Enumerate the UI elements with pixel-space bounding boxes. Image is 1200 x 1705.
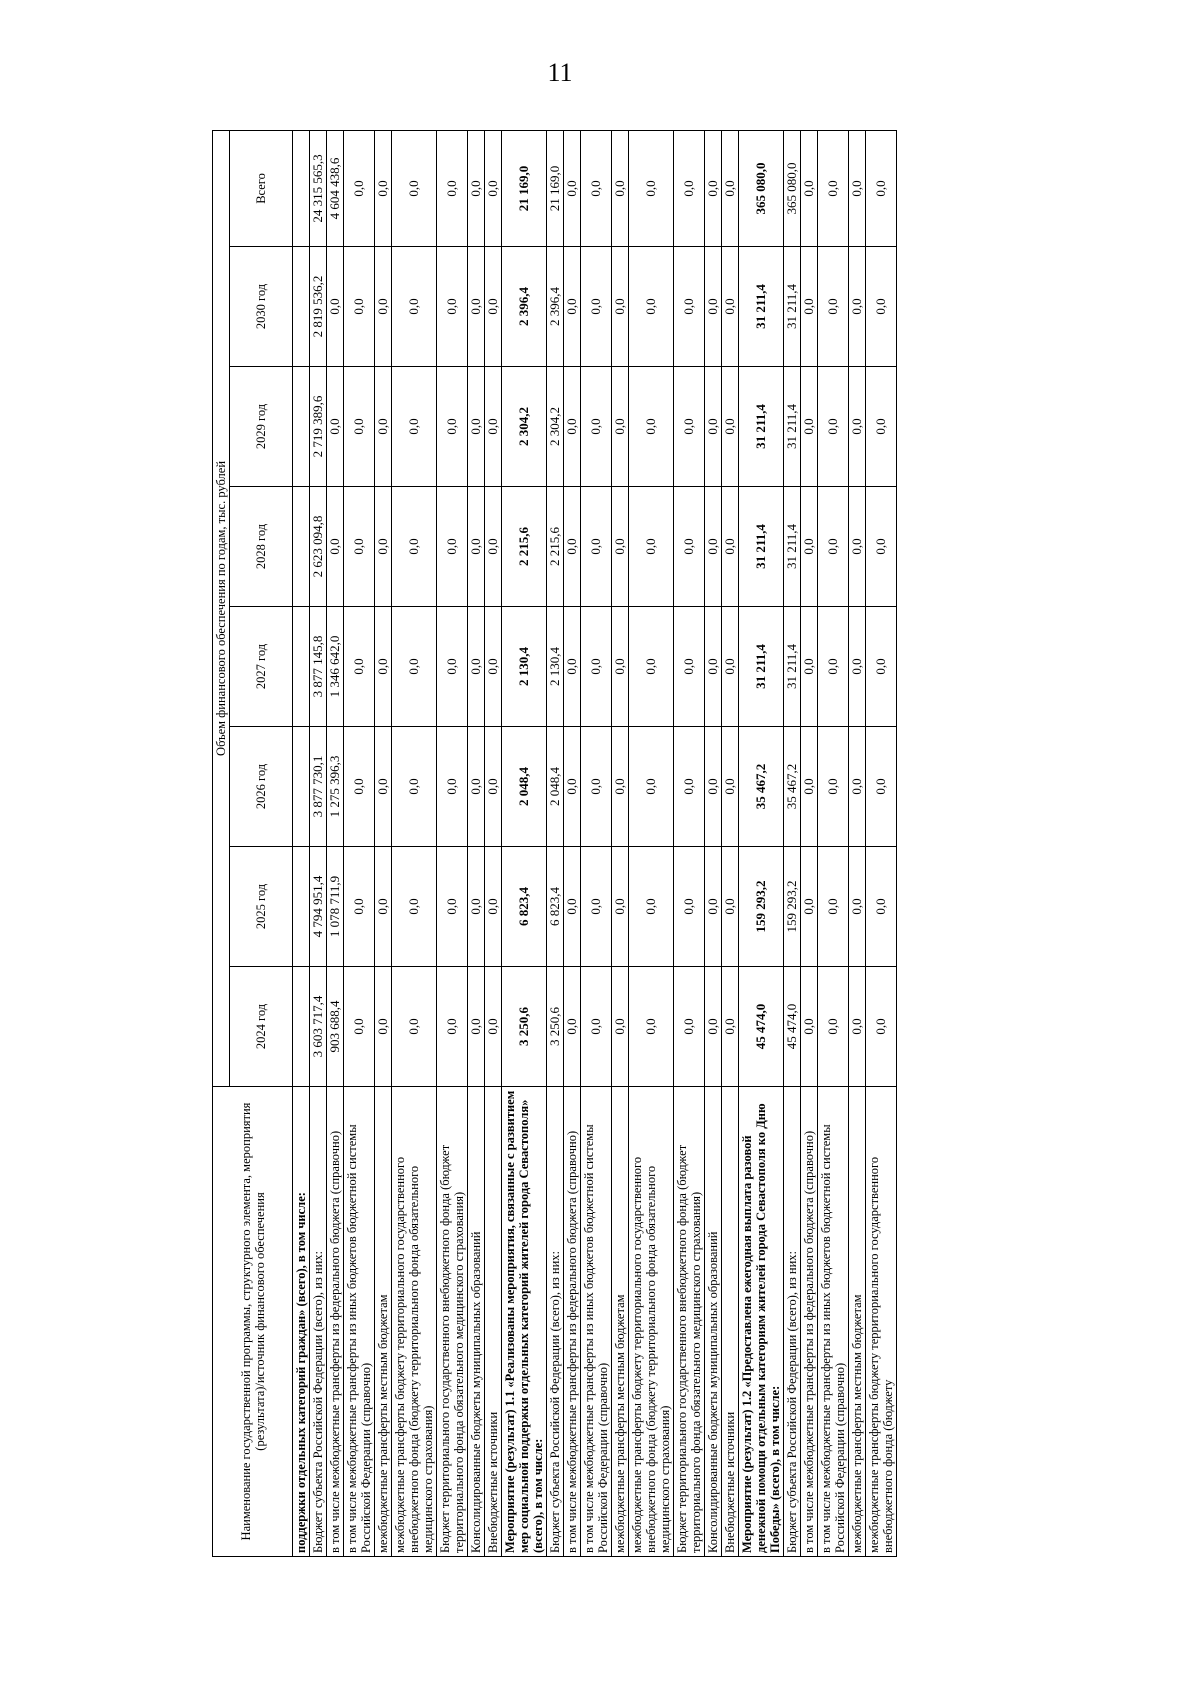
row-value: 2 215,6 [502,487,547,607]
table-row [327,130,344,1556]
row-value: 0,0 [485,727,502,847]
row-value: 0,0 [801,607,818,727]
row-label: в том числе межбюджетные трансферты из федерального бюджета (справочно) [327,1087,344,1557]
row-label: в том числе межбюджетные трансферты из федерального бюджета (справочно) [801,1087,818,1557]
row-value: 0,0 [818,727,849,847]
row-value: 0,0 [674,247,705,367]
row-value [293,607,310,727]
row-value: 0,0 [866,847,897,967]
row-value: 6 823,4 [547,847,564,967]
row-value: 0,0 [801,967,818,1087]
row-value: 0,0 [485,247,502,367]
row-label: Внебюджетные источники [722,1087,739,1557]
row-value: 0,0 [564,847,581,967]
row-value: 0,0 [866,967,897,1087]
row-value: 0,0 [581,367,612,487]
row-value: 0,0 [818,847,849,967]
table-body [293,130,897,1556]
row-value: 159 293,2 [739,847,784,967]
row-value: 0,0 [581,607,612,727]
table-row [344,130,375,1556]
row-value: 0,0 [705,607,722,727]
row-value: 0,0 [849,847,866,967]
row-value: 0,0 [344,367,375,487]
row-value: 0,0 [581,130,612,246]
row-value: 21 169,0 [547,130,564,246]
row-value: 0,0 [485,130,502,246]
table-row [722,130,739,1556]
row-value: 0,0 [468,487,485,607]
table-row [739,130,784,1556]
table-row [375,130,392,1556]
row-value: 0,0 [629,727,674,847]
row-value: 3 877 145,8 [310,607,327,727]
row-value: 0,0 [581,247,612,367]
row-value: 0,0 [866,607,897,727]
row-label: в том числе межбюджетные трансферты из иных бюджетов бюджетной системы Российской Федерации (справочно) [581,1087,612,1557]
row-value: 0,0 [392,967,437,1087]
row-value: 0,0 [612,847,629,967]
row-value: 0,0 [564,967,581,1087]
row-value: 31 211,4 [739,487,784,607]
row-value: 0,0 [468,607,485,727]
row-value: 0,0 [581,967,612,1087]
row-value: 0,0 [801,367,818,487]
row-value: 0,0 [801,130,818,246]
row-value [293,367,310,487]
row-value: 0,0 [344,847,375,967]
row-value: 0,0 [437,487,468,607]
row-value: 31 211,4 [784,487,801,607]
row-value: 0,0 [468,727,485,847]
row-value: 0,0 [849,607,866,727]
table-row [849,130,866,1556]
row-value: 0,0 [705,727,722,847]
row-value: 0,0 [344,727,375,847]
row-value: 3 250,6 [547,967,564,1087]
row-value: 159 293,2 [784,847,801,967]
row-value [293,847,310,967]
row-value: 0,0 [564,247,581,367]
row-value: 0,0 [705,130,722,246]
table-row [293,130,310,1556]
row-value: 0,0 [612,727,629,847]
row-value: 0,0 [437,967,468,1087]
row-value: 2 215,6 [547,487,564,607]
row-value: 0,0 [612,130,629,246]
row-value: 0,0 [581,727,612,847]
table-row [468,130,485,1556]
table-row [392,130,437,1556]
row-label: Мероприятие (результат) 1.2 «Предоставлена ежегодная выплата разовой денежной помощи отдельным категориям жителей города Севастополя ко Дню Победы» (всего), в том числе: [739,1087,784,1557]
row-value: 0,0 [375,847,392,967]
row-value: 0,0 [674,487,705,607]
row-value: 0,0 [437,130,468,246]
row-value: 0,0 [344,487,375,607]
row-label: в том числе межбюджетные трансферты из иных бюджетов бюджетной системы Российской Федерации (справочно) [818,1087,849,1557]
row-value: 0,0 [722,247,739,367]
row-value: 0,0 [629,247,674,367]
row-value: 0,0 [866,367,897,487]
row-value: 0,0 [629,847,674,967]
row-value: 2 130,4 [547,607,564,727]
table-row [485,130,502,1556]
row-value: 0,0 [437,367,468,487]
row-value: 0,0 [674,367,705,487]
row-value [293,727,310,847]
row-value: 0,0 [849,967,866,1087]
row-value: 0,0 [612,487,629,607]
row-value: 0,0 [581,847,612,967]
row-value: 24 315 565,3 [310,130,327,246]
row-value [293,967,310,1087]
table-row [310,130,327,1556]
row-value: 0,0 [485,487,502,607]
row-label: Консолидированные бюджеты муниципальных образований [705,1087,722,1557]
table-row [818,130,849,1556]
row-value: 0,0 [866,247,897,367]
row-value: 0,0 [344,247,375,367]
header-year: 2027 год [230,607,293,727]
header-year: 2025 год [230,847,293,967]
row-value: 0,0 [674,607,705,727]
row-value: 0,0 [705,367,722,487]
row-value: 0,0 [612,607,629,727]
row-value: 0,0 [564,130,581,246]
row-value [293,487,310,607]
row-value: 0,0 [722,607,739,727]
row-value: 2 304,2 [547,367,564,487]
row-value: 2 719 389,6 [310,367,327,487]
row-value: 0,0 [722,727,739,847]
row-value: 0,0 [674,727,705,847]
row-label: межбюджетные трансферты бюджету территориального государственного внебюджетного фонда (бюджету [866,1087,897,1557]
row-value: 365 080,0 [784,130,801,246]
row-value: 0,0 [674,847,705,967]
row-value: 0,0 [327,487,344,607]
row-value: 0,0 [375,367,392,487]
row-value: 0,0 [849,487,866,607]
row-value: 0,0 [437,847,468,967]
row-value: 31 211,4 [739,367,784,487]
row-value: 0,0 [392,727,437,847]
row-value: 21 169,0 [502,130,547,246]
header-year: 2026 год [230,727,293,847]
row-value: 903 688,4 [327,967,344,1087]
row-value: 0,0 [485,367,502,487]
row-label: Бюджет территориального государственного внебюджетного фонда (бюджет территориального фонда обязательного медицинского страхования) [437,1087,468,1557]
row-value: 0,0 [818,367,849,487]
row-label: Бюджет субъекта Российской Федерации (всего), из них: [784,1087,801,1557]
row-value: 0,0 [485,847,502,967]
row-value: 0,0 [437,727,468,847]
row-value: 0,0 [564,487,581,607]
row-value: 0,0 [468,847,485,967]
row-value: 0,0 [564,367,581,487]
row-value: 0,0 [612,367,629,487]
row-value: 31 211,4 [784,247,801,367]
row-value: 0,0 [581,487,612,607]
row-label: межбюджетные трансферты бюджету территориального государственного внебюджетного фонда (бюджету территориального фонда обязательного медицинского страхования) [392,1087,437,1557]
row-value: 0,0 [468,967,485,1087]
row-value: 0,0 [375,130,392,246]
table-row [674,130,705,1556]
row-value: 0,0 [849,367,866,487]
table-row [581,130,612,1556]
row-value: 0,0 [485,607,502,727]
row-value: 2 623 094,8 [310,487,327,607]
row-value: 0,0 [674,130,705,246]
row-value: 2 048,4 [502,727,547,847]
row-value: 0,0 [849,727,866,847]
row-value: 3 877 730,1 [310,727,327,847]
row-value: 1 346 642,0 [327,607,344,727]
row-value: 0,0 [866,487,897,607]
row-value: 0,0 [705,967,722,1087]
row-label: Бюджет субъекта Российской Федерации (всего), из них: [547,1087,564,1557]
row-value: 0,0 [375,967,392,1087]
row-value [293,130,310,246]
row-value: 0,0 [801,247,818,367]
table-row [547,130,564,1556]
row-value: 0,0 [801,847,818,967]
table-row [612,130,629,1556]
row-value: 0,0 [612,247,629,367]
row-label: Консолидированные бюджеты муниципальных образований [468,1087,485,1557]
row-value: 0,0 [485,967,502,1087]
row-value: 0,0 [612,967,629,1087]
row-value: 0,0 [818,130,849,246]
table-row [564,130,581,1556]
row-value: 1 078 711,9 [327,847,344,967]
row-value: 6 823,4 [502,847,547,967]
row-value: 2 130,4 [502,607,547,727]
row-value: 0,0 [818,967,849,1087]
header-name-column: Наименование государственной программы, структурного элемента, мероприятия (результата)/источник финансового обеспечения [213,1087,293,1557]
row-value: 0,0 [705,487,722,607]
row-value: 35 467,2 [784,727,801,847]
row-value: 0,0 [818,607,849,727]
row-value: 31 211,4 [784,367,801,487]
row-label: межбюджетные трансферты бюджету территориального государственного внебюджетного фонда (бюджету территориального фонда обязательного медицинского страхования) [629,1087,674,1557]
row-value [293,247,310,367]
row-value: 0,0 [392,247,437,367]
row-value: 4 794 951,4 [310,847,327,967]
row-value: 1 275 396,3 [327,727,344,847]
row-value: 3 250,6 [502,967,547,1087]
page-number: 11 [547,58,573,87]
row-value: 3 603 717,4 [310,967,327,1087]
row-value: 0,0 [344,130,375,246]
row-value: 0,0 [375,727,392,847]
row-label: Бюджет субъекта Российской Федерации (всего), из них: [310,1087,327,1557]
row-value: 0,0 [468,130,485,246]
table-row [866,130,897,1556]
row-value: 0,0 [468,367,485,487]
row-label: в том числе межбюджетные трансферты из иных бюджетов бюджетной системы Российской Федерации (справочно) [344,1087,375,1557]
row-value: 0,0 [722,967,739,1087]
row-value: 0,0 [629,607,674,727]
row-value: 0,0 [801,727,818,847]
row-value: 0,0 [437,607,468,727]
row-value: 0,0 [866,130,897,246]
row-value: 0,0 [564,607,581,727]
table-row [784,130,801,1556]
row-value: 35 467,2 [739,727,784,847]
header-year: 2030 год [230,247,293,367]
row-value: 0,0 [866,727,897,847]
row-value: 0,0 [722,130,739,246]
header-group: Объем финансового обеспечения по годам, тыс. рублей [213,130,230,1086]
table-row [629,130,674,1556]
row-label: Мероприятие (результат) 1.1 «Реализованы мероприятия, связанные с развитием мер социальной поддержки отдельных категорий жителей города Севастополя» (всего), в том числе: [502,1087,547,1557]
row-value: 365 080,0 [739,130,784,246]
row-value: 0,0 [674,967,705,1087]
row-label: межбюджетные трансферты местным бюджетам [612,1087,629,1557]
row-value: 2 396,4 [502,247,547,367]
row-value: 0,0 [722,487,739,607]
row-value: 2 304,2 [502,367,547,487]
table-row [705,130,722,1556]
row-value: 0,0 [468,247,485,367]
table-row [437,130,468,1556]
row-value: 0,0 [344,967,375,1087]
row-value: 0,0 [818,487,849,607]
row-value: 2 396,4 [547,247,564,367]
row-label: Бюджет территориального государственного внебюджетного фонда (бюджет территориального фонда обязательного медицинского страхования) [674,1087,705,1557]
row-value: 0,0 [564,727,581,847]
row-label: межбюджетные трансферты местным бюджетам [849,1087,866,1557]
row-value: 0,0 [705,247,722,367]
row-label: поддержки отдельных категорий граждан» (всего), в том числе: [293,1087,310,1557]
row-value: 0,0 [344,607,375,727]
row-value: 0,0 [375,487,392,607]
header-year: 2024 год [230,967,293,1087]
row-value: 31 211,4 [739,247,784,367]
rotated-table-wrapper [212,131,1172,1557]
row-value: 0,0 [392,607,437,727]
header-year: 2029 год [230,367,293,487]
row-value: 0,0 [722,367,739,487]
table-row [801,130,818,1556]
row-value: 0,0 [849,130,866,246]
row-value: 0,0 [392,847,437,967]
row-value: 0,0 [629,367,674,487]
row-value: 0,0 [392,487,437,607]
row-value: 0,0 [327,367,344,487]
row-label: межбюджетные трансферты местным бюджетам [375,1087,392,1557]
row-value: 0,0 [392,367,437,487]
header-year: 2028 год [230,487,293,607]
header-year: Всего [230,130,293,246]
table-row [502,130,547,1556]
row-value: 4 604 438,6 [327,130,344,246]
row-value: 0,0 [722,847,739,967]
row-value: 31 211,4 [784,607,801,727]
row-value: 0,0 [629,487,674,607]
row-value: 45 474,0 [784,967,801,1087]
row-value: 0,0 [327,247,344,367]
row-value: 0,0 [375,247,392,367]
row-value: 0,0 [818,247,849,367]
row-value: 0,0 [375,607,392,727]
funding-table [212,130,897,1557]
row-value: 0,0 [849,247,866,367]
row-value: 31 211,4 [739,607,784,727]
row-value: 0,0 [629,967,674,1087]
row-value: 2 819 536,2 [310,247,327,367]
row-value: 45 474,0 [739,967,784,1087]
row-label: в том числе межбюджетные трансферты из федерального бюджета (справочно) [564,1087,581,1557]
row-value: 0,0 [705,847,722,967]
row-value: 0,0 [629,130,674,246]
row-value: 0,0 [437,247,468,367]
row-value: 0,0 [392,130,437,246]
row-label: Внебюджетные источники [485,1087,502,1557]
row-value: 2 048,4 [547,727,564,847]
row-value: 0,0 [801,487,818,607]
